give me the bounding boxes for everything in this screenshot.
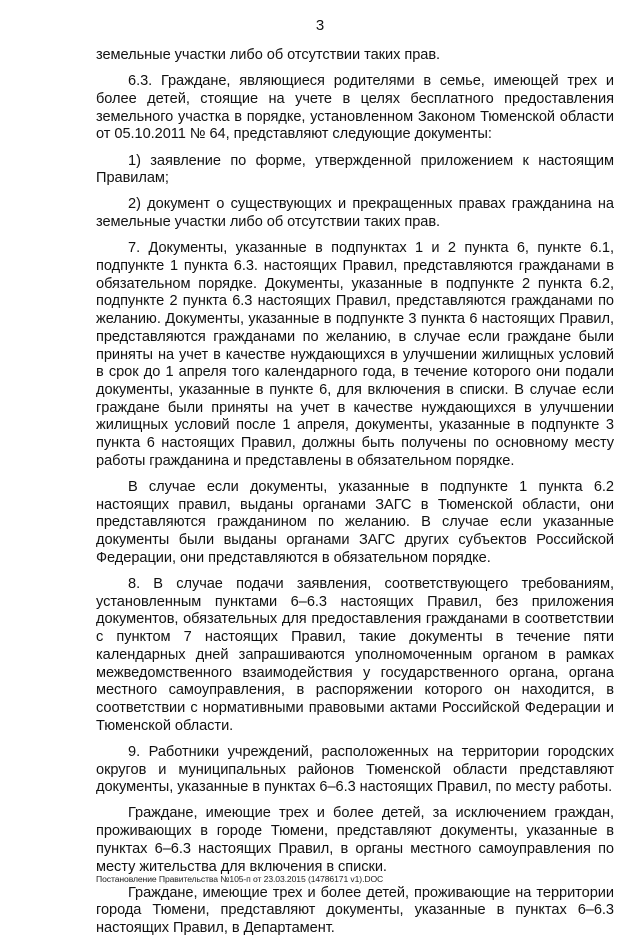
paragraph-7-zags: В случае если документы, указанные в подпункте 1 пункта 6.2 настоящих правил, выданы органами ЗАГС в Тюменской области, они представляются гражданином по желанию. В случае если указанные документы были выданы органами ЗАГС других субъектов Российской Федерации, они представляются в обязательном порядке.	[96, 478, 614, 566]
paragraph-7: 7. Документы, указанные в подпунктах 1 и 2 пункта 6, пункте 6.1, подпункте 1 пункта 6.3. настоящих Правил, представляются гражданами в обязательном порядке. Документы, указанные в подпункте 2 пункта 6.2, подпункте 2 пункта 6.3 настоящих Правил, представляются гражданами по желанию. Документы, указанные в подпункте 3 пункта 6 настоящих Правил, представляются гражданами по желанию, в случае если граждане были приняты на учет в качестве нуждающихся в улучшении жилищных условий в срок до 1 апреля того календарного года, в течение которого они подали документы, указанные в пункте 6, для включения в списки. В случае если граждане были приняты на учет в качестве нуждающихся в улучшении жилищных условий после 1 апреля, документы, указанные в подпункте 3 пункта 6 настоящих Правил, должны быть получены по основному месту работы гражданина и представлены в обязательном порядке.	[96, 240, 614, 469]
document-body	[96, 47, 614, 946]
paragraph-8: 8. В случае подачи заявления, соответствующего требованиям, установленным пунктами 6–6.3 настоящих Правил, без приложения документов, обязательных для предоставления гражданами в соответствии с пунктом 7 настоящих Правил, такие документы в течение пяти календарных дней запрашиваются уполномоченным органом в рамках межведомственного взаимодействия у государственного органа, органа местного самоуправления, в распоряжении которого он находится, в соответствии с нормативными правовыми актами Российской Федерации и Тюменской области.	[96, 575, 614, 734]
paragraph-9-tyumen: Граждане, имеющие трех и более детей, проживающие на территории города Тюмени, представляют документы, указанные в пунктах 6–6.3 настоящих Правил, в Департамент.	[96, 884, 614, 937]
page-number: 3	[315, 17, 325, 34]
paragraph-6-3-item-2: 2) документ о существующих и прекращенных правах гражданина на земельные участки либо об отсутствии таких прав.	[96, 196, 614, 231]
paragraph-continuation: земельные участки либо об отсутствии таких прав.	[96, 47, 441, 63]
paragraph-6-3-item-1: 1) заявление по форме, утвержденной приложением к настоящим Правилам;	[96, 152, 614, 187]
paragraph-9: 9. Работники учреждений, расположенных на территории городских округов и муниципальных районов Тюменской области представляют документы, указанные в пунктах 6–6.3 настоящих Правил, по месту работы.	[96, 743, 614, 796]
document-footer: Постановление Правительства №105-п от 23.03.2015 (14786171 v1).DOC	[96, 874, 384, 884]
paragraph-9-outside-tyumen: Граждане, имеющие трех и более детей, за исключением граждан, проживающих в городе Тюмени, представляют документы, указанные в пунктах 6–6.3 настоящих Правил, в органы местного самоуправления по месту жительства для включения в списки.	[96, 805, 614, 875]
paragraph-6-3: 6.3. Граждане, являющиеся родителями в семье, имеющей трех и более детей, стоящие на учете в целях бесплатного предоставления земельного участка в порядке, установленном Законом Тюменской области от 05.10.2011 № 64, представляют следующие документы:	[96, 73, 614, 143]
